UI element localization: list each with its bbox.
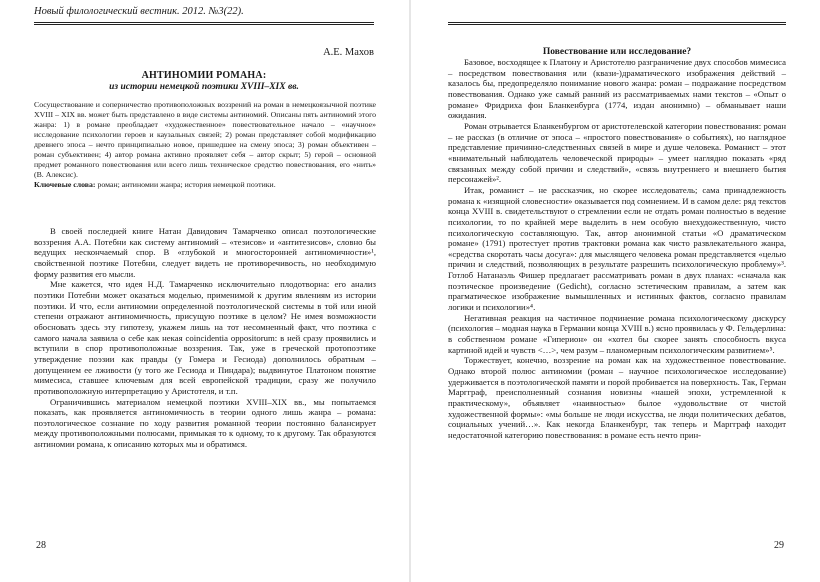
paragraph: Ограничившись материалом немецкой поэтики XVIII–XIX вв., мы попытаемся показать, как проявляется антиномичность в теории одного лишь жанра – романа: поэтологическое сознание по ходу развития романной теории постоянно балансирует между противоположными полюсами, примыкая то к одному, то к другому. Так образуются антиномии романа, к описанию которых мы и обратимся. — [34, 396, 376, 450]
article-title: АНТИНОМИИ РОМАНА: — [141, 70, 267, 81]
article-author: А.Е. Махов — [323, 47, 374, 58]
abstract-text: Сосуществование и соперничество противоположных воззрений на роман в немецкоязычной поэтике XVIII – XIX вв. может быть представлено в виде системы антиномий. Описаны пять антиномий этого жанра: 1) в романе преобладает «художественное» повествовательное начало – «научное» исследование психологии героев и каузальных связей; 2) роман представляет собой модификацию древнего эпоса – нечто принципиально новое, пришедшее на смену эпоса; 3) роман объективен – роман субъективен; 4) автор романа активно проявляет себя – автор скрыт; 5) герой – основной предмет романного повествования или всего лишь техническое средство повествования, его «нить» (В. Алексис). — [34, 100, 376, 180]
header-rule — [34, 22, 374, 25]
page-number-left: 28 — [36, 540, 46, 551]
keywords-label: Ключевые слова: — [34, 180, 96, 190]
page-number-right: 29 — [774, 540, 784, 551]
header-rule — [448, 22, 786, 25]
paragraph: Роман отрывается Бланкенбургом от аристотелевской категории повествования: роман – не рассказ (в отличие от эпоса – «простого повествования» о событиях), но наглядное представление причинно-следственных связей в мире и душе человека. Романист – этот «внимательный наблюдатель человеческой природы» – умеет наглядно показать «ряд связанных между собой причин и следствий», «связь внутреннего и внешнего бытия персонажей»². — [448, 120, 786, 185]
paragraph: Базовое, восходящее к Платону и Аристотелю разграничение двух способов мимесиса – посредством повествования или (квази-)драматического изображения действий – казалось бы, предопределяло понимание нового жанра: роман – подражание посредством повествования. Однако уже самый ранний из рассматриваемых нами текстов – «Опыт о романе» Фридриха фон Бланкенбурга (1774, издан анонимно) – обманывает наши ожидания. — [448, 57, 786, 121]
paragraph: Мне кажется, что идея Н.Д. Тамарченко исключительно плодотворна: его анализ поэтики Потебни может оказаться моделью, применимой к другим явлениям из истории поэтики. И что, если антиномии определенной поэтологической системы в той или иной степени отражают антиномичность, присущую поэтике в целом? Не имея возможности обосновать здесь эту гипотезу, укажем лишь на тот несомненный факт, что поэтика с самого начала заявила о себе как некая coincidentia oppositorum: в ней сразу проявились и вступили в спор противоположные воззрения. Так, уже в греческой протопоэтике утверждение поэзии как правды (у Гомера и Гесиода) дополнилось обратным – допущением ее лживости (у того же Гесиода и Пиндара); выдвинутое Платоном понятие мимесиса, ставшее ключевым для всей европейской традиции, сразу же получило противоположную интерпретацию у Аристотеля, и т.п. — [34, 279, 376, 396]
paragraph: Негативная реакция на частичное подчинение романа психологическому дискурсу (психология – модная наука в Германии конца XVIII в.) ясно проявилась у Ф. Гельдерлина: в собственном романе «Гиперион» он «хотел бы скорее занять способность вкуса картиной идей и чувств <…>, чем разум – планомерным психологическим развитием»⁵. — [448, 312, 786, 355]
paragraph: В своей последней книге Натан Давидович Тамарченко описал поэтологические воззрения А.А. Потебни как систему антиномий – «тезисов» и «антитезисов», словно бы ведущих нескончаемый спор. В «глубокой и многосторонней антиномичности»¹, свойственной поэтике Потебни, следует видеть не противоречивость, но необходимую форму развития его мысли. — [34, 226, 376, 279]
right-body — [448, 57, 786, 441]
article-subtitle: из истории немецкой поэтики XVIII–XIX вв. — [109, 82, 299, 92]
paragraph: Торжествует, конечно, воззрение на роман как на художественное повествование. Однако второй полюс антиномии (роман – научное психологическое исследование) удерживается в поэтологической памяти и порой пробивается на поверхность. Так, Герман Маргграф, преисполненный сознания новизны «нашей эпохи, устремленной к практическому», объявляет «наивностью» былое «удовольствие от чистой художественной формы»: «мы больше не люди искусства, не люди политических дебатов, социальных учений…». Как некогда Бланкенбург, так теперь и Маргграф находит недостаточной категорию повествования: в романе есть нечто прин- — [448, 355, 786, 440]
left-body — [34, 226, 376, 450]
section-title: Повествование или исследование? — [542, 47, 692, 57]
keywords: роман; антиномии жанра; история немецкой поэтики. — [97, 180, 276, 190]
keywords-line — [34, 180, 376, 190]
right-page — [410, 0, 820, 582]
abstract — [34, 100, 376, 190]
running-header: Новый филологический вестник. 2012. №3(22). — [34, 6, 244, 17]
paragraph: Итак, романист – не рассказчик, но скорее исследователь; сама принадлежность романа к «изящной словесности» оказывается под сомнением. И в самом деле: ряд текстов конца XVIII в. свидетельствуют о стремлении если не отдать роман полностью в ведение психологии, то по крайней мере выделить в нем особую внехудожественную, чисто психологическую составляющую. Так, автор анонимной статьи «О драматическом романе» (1791) протестует против трактовки романа как чисто развлекательного жанра, «средства скоротать часы досуга»: для мыслящего человека роман представляется «целью причин и следствий, позволяющих в результате разрешить психологическую проблему»³. Готлоб Натанаэль Фишер предлагает рассматривать роман в двух планах: «сначала как поэтическое произведение (Gedicht), согласно эстетическим правилам, а затем как прагматическое изображение вымышленных и истинных фактов, согласно правилам логики и психологии»⁴. — [448, 184, 786, 313]
